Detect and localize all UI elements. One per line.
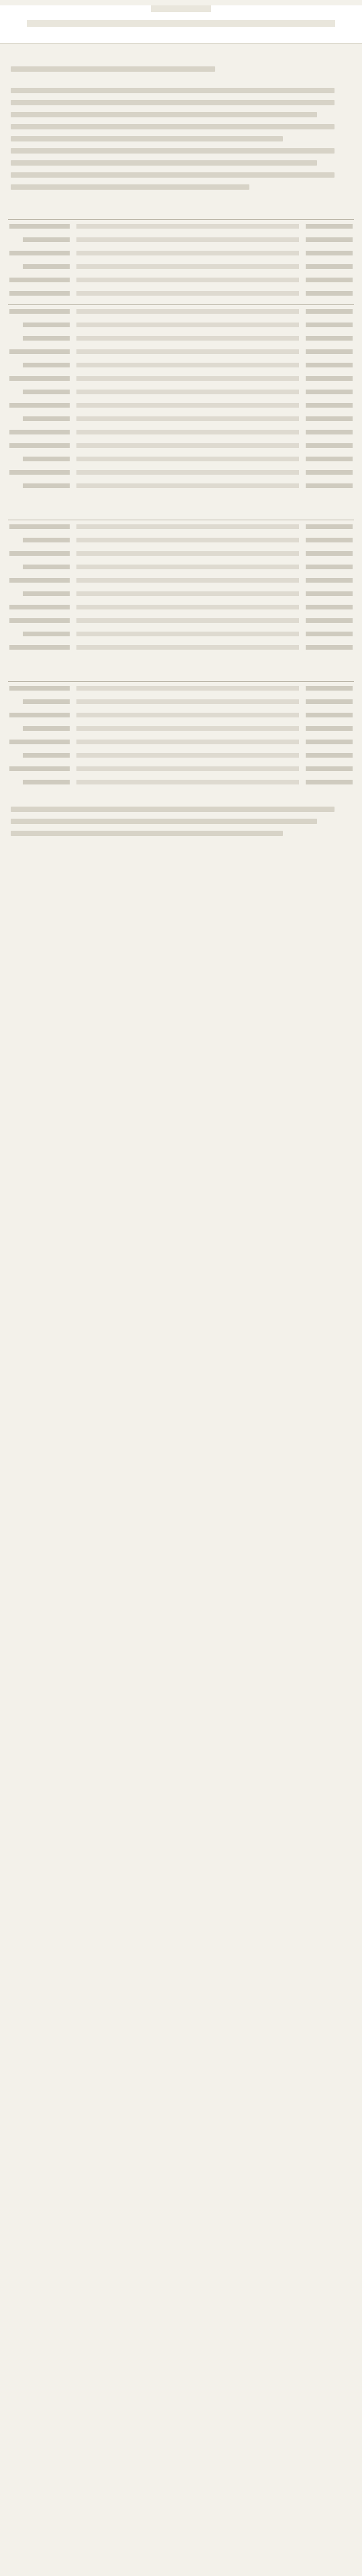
unit-row bbox=[9, 713, 353, 717]
unit-row bbox=[9, 524, 353, 529]
unit-row bbox=[9, 470, 353, 475]
unit-row bbox=[9, 309, 353, 314]
divider bbox=[8, 219, 354, 220]
unit-list-1 bbox=[0, 224, 362, 296]
unit-row bbox=[9, 483, 353, 488]
unit-row bbox=[9, 363, 353, 367]
unit-row bbox=[9, 376, 353, 381]
requirements-text bbox=[0, 88, 362, 190]
unit-row bbox=[9, 699, 353, 704]
unit-row bbox=[9, 403, 353, 408]
section-heading-2 bbox=[0, 497, 362, 516]
unit-row bbox=[9, 686, 353, 691]
unit-row bbox=[9, 349, 353, 354]
unit-row bbox=[9, 224, 353, 229]
unit-row bbox=[9, 264, 353, 269]
section-heading-3 bbox=[0, 658, 362, 677]
requirements-heading bbox=[0, 57, 362, 81]
unit-row bbox=[9, 551, 353, 556]
unit-row bbox=[9, 237, 353, 242]
unit-row bbox=[9, 323, 353, 327]
header-strip bbox=[0, 5, 362, 44]
unit-row bbox=[9, 753, 353, 758]
section-heading-1 bbox=[0, 196, 362, 215]
unit-row bbox=[9, 278, 353, 282]
unit-row bbox=[9, 740, 353, 744]
unit-row bbox=[9, 538, 353, 542]
unit-row bbox=[9, 251, 353, 255]
unit-row bbox=[9, 416, 353, 421]
unit-row bbox=[9, 291, 353, 296]
unit-row bbox=[9, 726, 353, 731]
divider bbox=[8, 304, 354, 305]
unit-list-4 bbox=[0, 686, 362, 784]
unit-row bbox=[9, 605, 353, 609]
title-area bbox=[0, 44, 362, 57]
header-code-line bbox=[151, 5, 211, 12]
unit-row bbox=[9, 457, 353, 461]
divider bbox=[8, 681, 354, 682]
unit-row bbox=[9, 645, 353, 650]
unit-row bbox=[9, 565, 353, 569]
unit-list-2 bbox=[0, 309, 362, 488]
unit-row bbox=[9, 336, 353, 341]
unit-row bbox=[9, 618, 353, 623]
unit-row bbox=[9, 443, 353, 448]
unit-row bbox=[9, 430, 353, 434]
unit-row bbox=[9, 591, 353, 596]
unit-row bbox=[9, 390, 353, 394]
unit-list-3 bbox=[0, 524, 362, 650]
exam-outline-page bbox=[0, 5, 362, 2576]
unit-row bbox=[9, 780, 353, 784]
header-subtitle-line bbox=[27, 20, 335, 27]
unit-row bbox=[9, 632, 353, 636]
unit-row bbox=[9, 766, 353, 771]
unit-row bbox=[9, 578, 353, 583]
footer-notes bbox=[0, 793, 362, 850]
